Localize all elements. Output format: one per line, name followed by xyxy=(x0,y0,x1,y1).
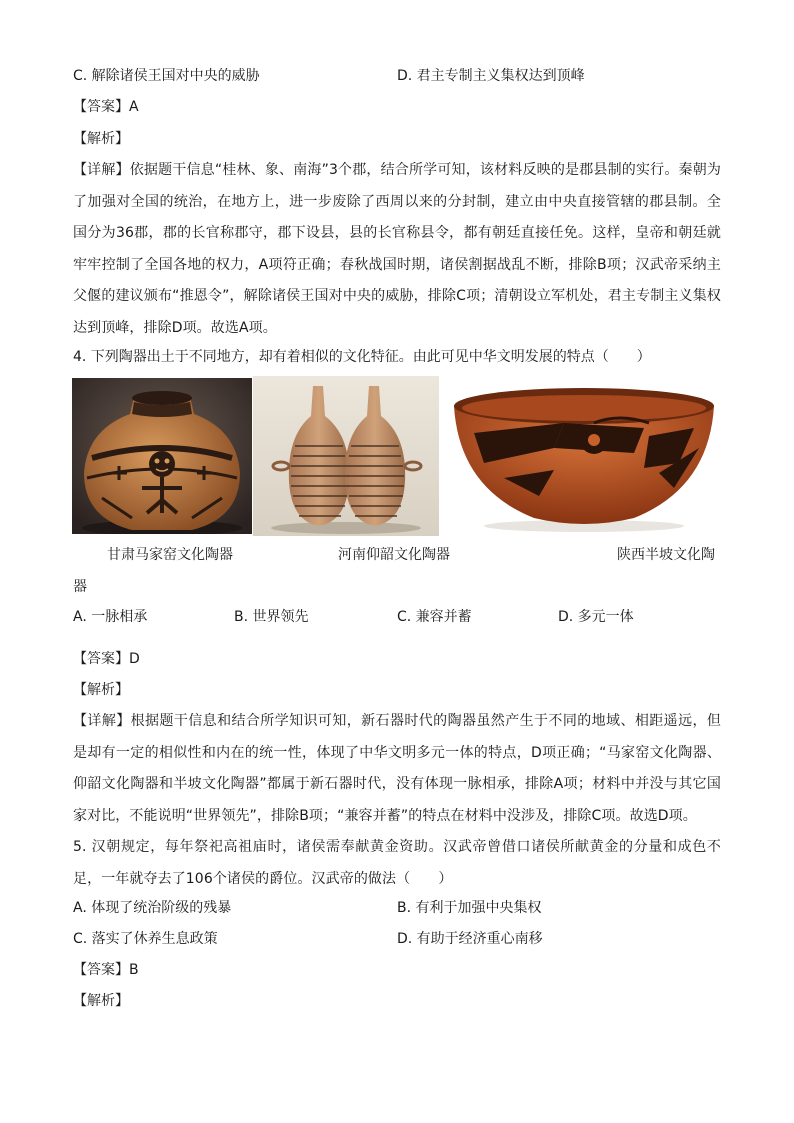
yangshao-double-vase-image xyxy=(253,376,439,536)
q3-option-c: C. 解除诸侯王国对中央的威胁 xyxy=(73,68,260,84)
answer-value: A xyxy=(129,99,139,115)
answer-label: 【答案】 xyxy=(73,962,129,978)
q4-option-a: A. 一脉相承 xyxy=(73,609,148,625)
q4-option-d: D. 多元一体 xyxy=(558,609,634,625)
answer-label: 【答案】 xyxy=(73,99,129,115)
q3-analysis-label: 【解析】 xyxy=(73,131,129,147)
answer-value: D xyxy=(129,651,140,667)
caption-banpo-wrap: 器 xyxy=(73,579,87,595)
detail-text: 根据题干信息和结合所学知识可知，新石器时代的陶器虽然产生于不同的地域、相距遥远，但是却有一定的相似性和内在的统一性，体现了中华文明多元一体的特点，D项正确；“马家窑文化陶器、仰韶文化陶器和半坡文化陶器”都属于新石器时代，没有体现一脉相承，排除A项；材料中并没与其它国家对比，不能说明“世界领先”，排除B项；“兼容并蓄”的特点在材料中没涉及，排除C项。故选D项。 xyxy=(73,713,721,824)
q5-answer xyxy=(73,960,139,980)
q4-detail xyxy=(73,706,721,832)
q3-option-d: D. 君主专制主义集权达到顶峰 xyxy=(397,68,585,84)
caption-yangshao: 河南仰韶文化陶器 xyxy=(338,547,450,563)
q4-stem: 4. 下列陶器出土于不同地方，却有着相似的文化特征。由此可见中华文明发展的特点（ ） xyxy=(73,349,651,365)
banpo-painted-bowl-image xyxy=(444,378,724,534)
caption-banpo: 陕西半坡文化陶 xyxy=(617,547,715,563)
q5-option-d: D. 有助于经济重心南移 xyxy=(397,931,543,947)
q3-answer xyxy=(73,97,139,117)
caption-majiayao: 甘肃马家窑文化陶器 xyxy=(107,547,233,563)
q5-analysis-label: 【解析】 xyxy=(73,993,129,1009)
q4-analysis-label: 【解析】 xyxy=(73,682,129,698)
detail-label: 【详解】 xyxy=(73,713,131,729)
q4-option-b: B. 世界领先 xyxy=(234,609,309,625)
q5-option-a: A. 体现了统治阶级的残暴 xyxy=(73,900,232,916)
majiayao-pottery-jar-image xyxy=(72,378,252,534)
q4-option-c: C. 兼容并蓄 xyxy=(397,609,472,625)
detail-label: 【详解】 xyxy=(73,162,130,178)
q5-option-b: B. 有利于加强中央集权 xyxy=(397,900,542,916)
q4-answer xyxy=(73,649,140,669)
detail-text: 依据题干信息“桂林、象、南海”3个郡，结合所学可知，该材料反映的是郡县制的实行。秦朝为了加强对全国的统治，在地方上，进一步废除了西周以来的分封制，建立由中央直接管辖的郡县制。全国分为36郡，郡的长官称郡守，郡下设县，县的长官称县令，都有朝廷直接任免。这样，皇帝和朝廷就牢牢控制了全国各地的权力，A项符正确；春秋战国时期，诸侯割据战乱不断，排除B项；汉武帝采纳主父偃的建议颁布“推恩令”，解除诸侯王国对中央的威胁，排除C项；清朝设立军机处，君主专制主义集权达到顶峰，排除D项。故选A项。 xyxy=(73,162,721,336)
q5-stem: 5. 汉朝规定，每年祭祀高祖庙时，诸侯需奉献黄金资助。汉武帝曾借口诸侯所献黄金的分量和成色不足，一年就夺去了106个诸侯的爵位。汉武帝的做法（ ） xyxy=(73,839,721,887)
answer-label: 【答案】 xyxy=(73,651,129,667)
q5-option-c: C. 落实了休养生息政策 xyxy=(73,931,218,947)
q3-detail xyxy=(73,155,721,345)
answer-value: B xyxy=(129,962,139,978)
